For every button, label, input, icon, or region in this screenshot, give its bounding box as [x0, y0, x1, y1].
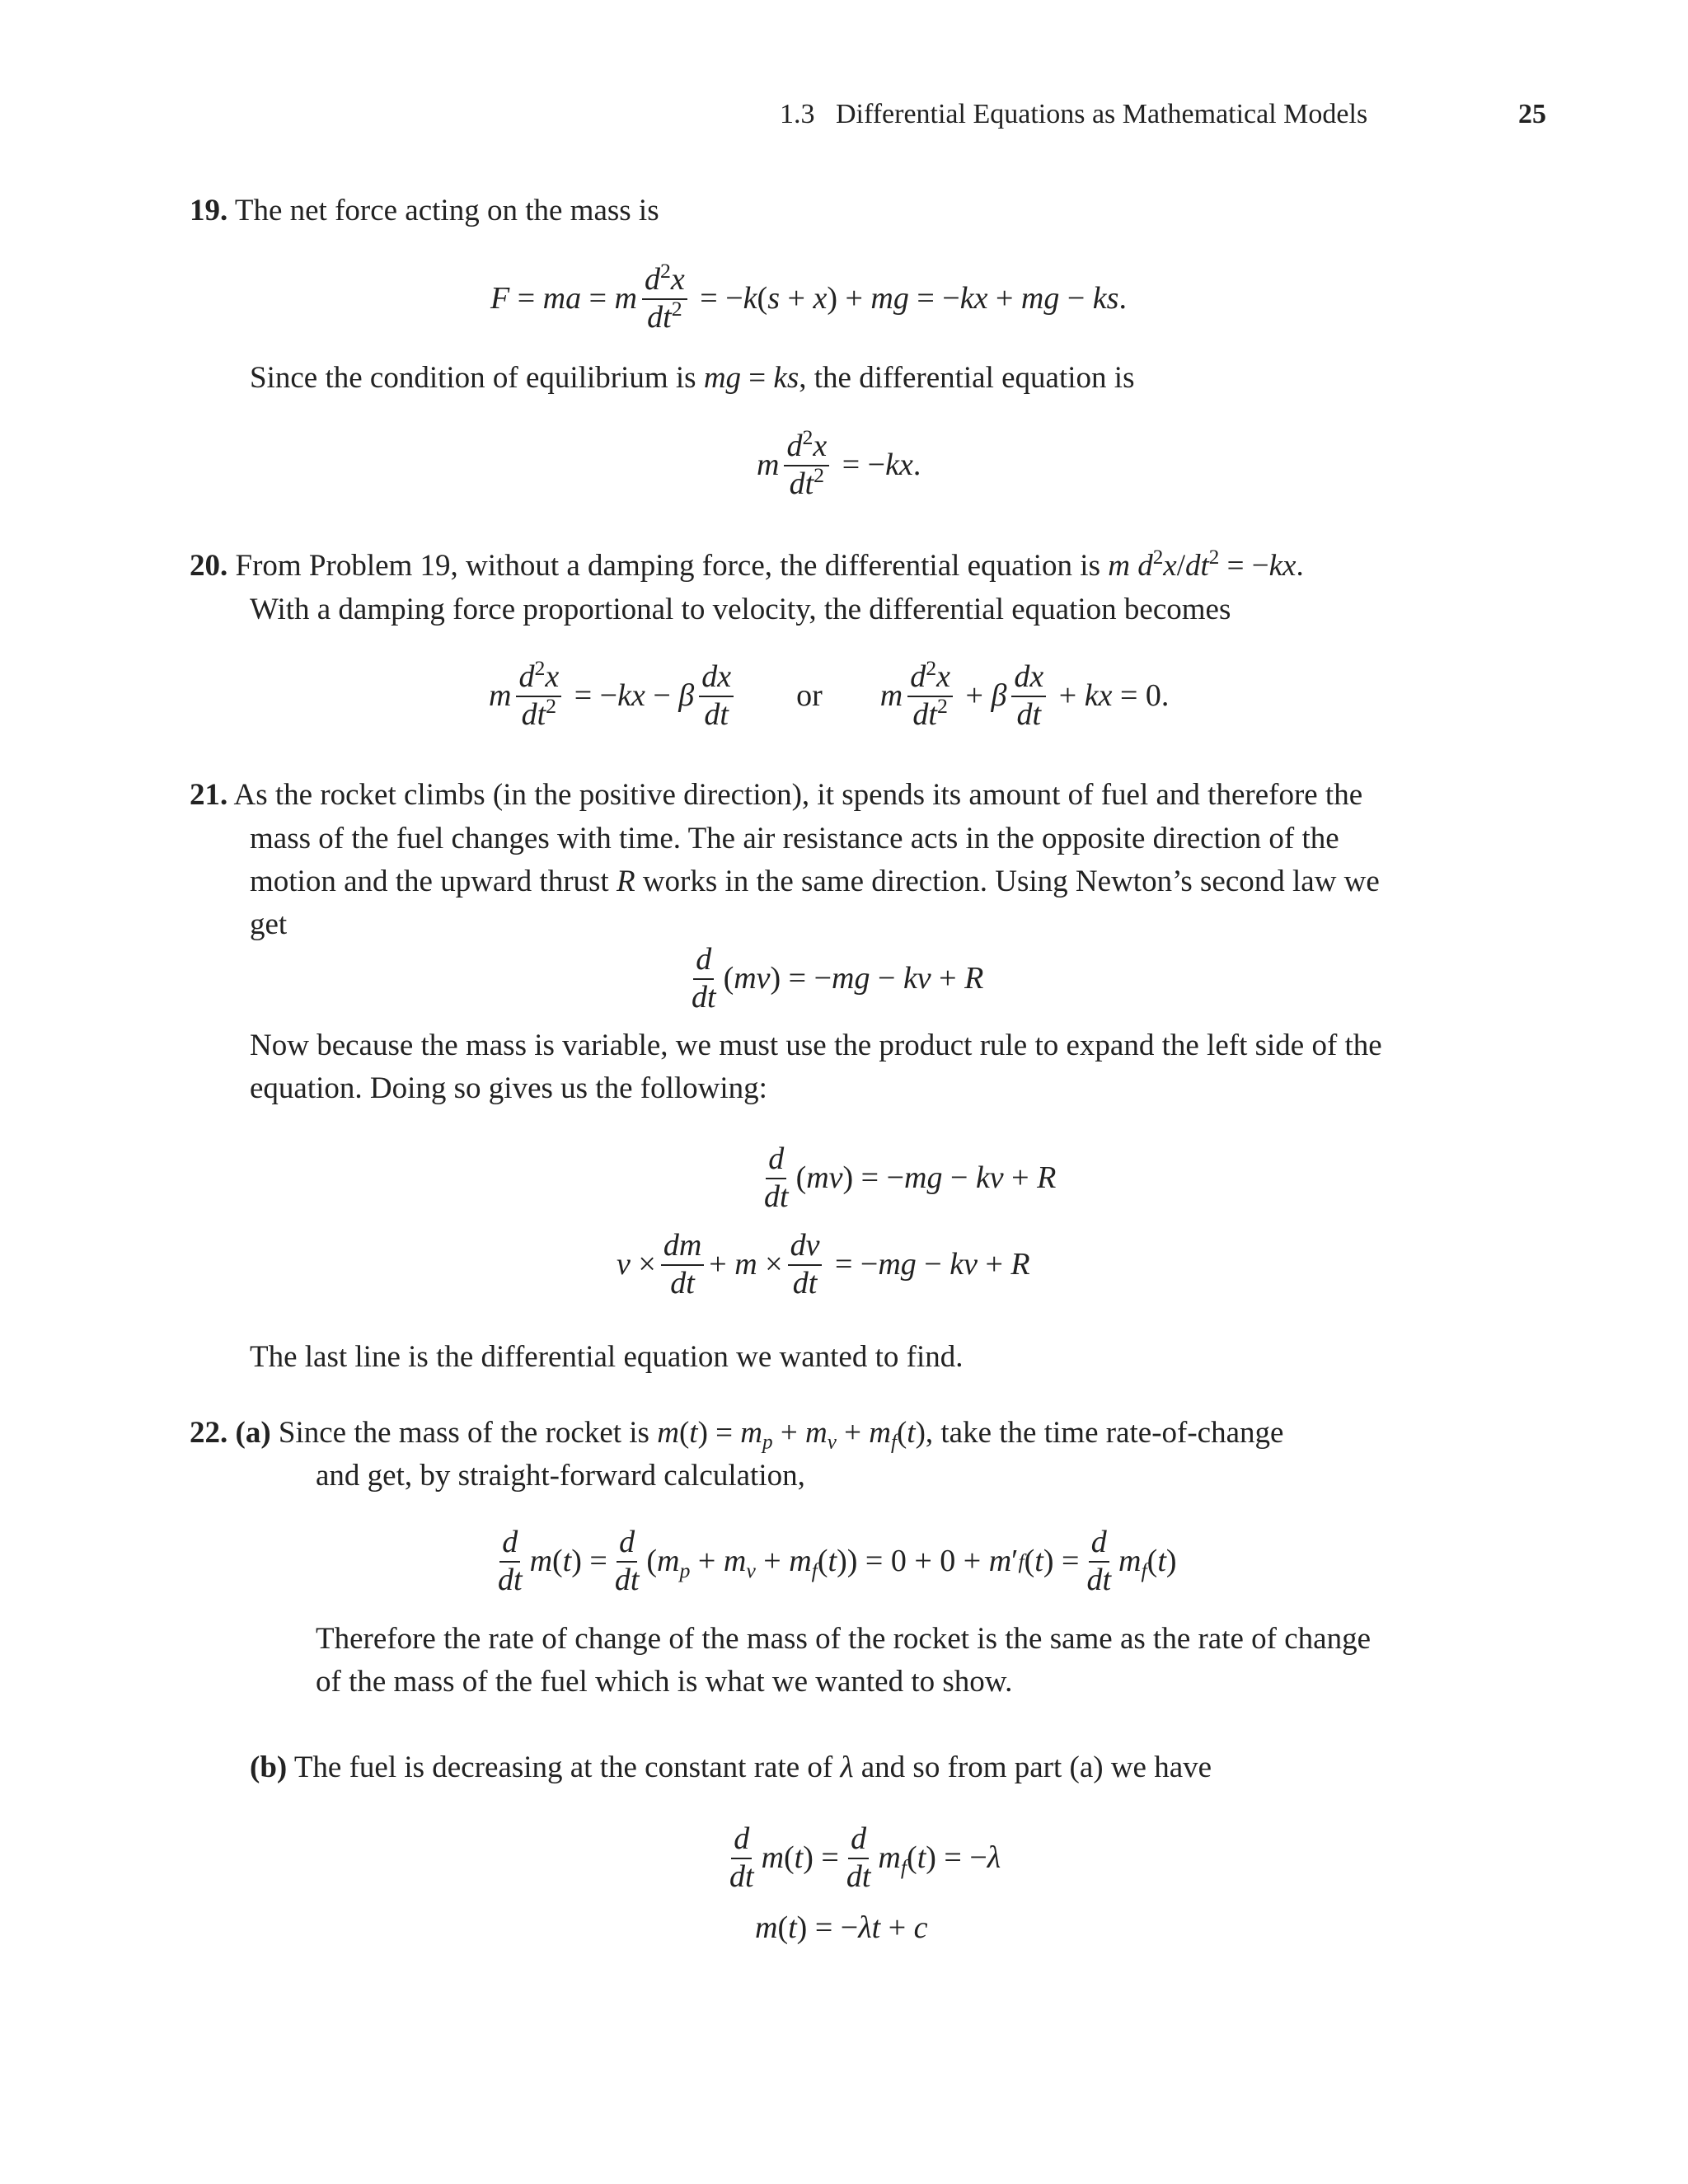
problem-21-line5: Now because the mass is variable, we must use the product rule to expand the left side of the	[250, 1029, 1382, 1062]
problem-number: 19.	[190, 194, 228, 227]
paragraph-text: The fuel is decreasing at the constant rate of	[293, 1750, 841, 1784]
paragraph-text: motion and the upward thrust	[250, 865, 617, 898]
equation-22-a: $\frac{d}{dt}$ m ( t ) = $\frac{d}{dt}$ ( $m_p$ + $m_v$ + $m_f$ ( t )) = 0 + 0 + m ′ f ( t ) = $\frac{d}{dt}$ $m_f$ ( t )	[498, 1525, 1177, 1597]
paragraph-text: and so from part (a) we have	[853, 1750, 1212, 1784]
problem-22-a-line1: 22. (a) Since the mass of the rocket is $m(t) = m_p + m_v + m_f(t)$, take the time rate-of-change	[190, 1416, 1284, 1454]
equation-21-newton: $\frac{d}{dt}$ ( mv ) = − mg − kv + R	[692, 942, 984, 1015]
problem-22-a-line3: Therefore the rate of change of the mass of the rocket is the same as the rate of change	[316, 1622, 1372, 1656]
problem-number: 20.	[190, 549, 228, 583]
problem-number: 22.	[190, 1416, 228, 1450]
problem-20-line2: With a damping force proportional to velocity, the differential equation becomes	[250, 593, 1231, 626]
equation-22-b-2: m ( t ) = − λt + c	[755, 1910, 928, 1945]
section-title: Differential Equations as Mathematical Models	[836, 99, 1368, 129]
equation-19-de: m $\frac{d^2x}{dt^2}$ = − kx .	[757, 424, 921, 501]
problem-22-a-line4: of the mass of the fuel which is what we wanted to show.	[316, 1665, 1013, 1699]
problem-21-line4: get	[250, 907, 288, 941]
paragraph-text: From Problem 19, without a damping force, the differential equation is	[235, 549, 1109, 583]
problem-21-line6: equation. Doing so gives us the following:	[250, 1071, 767, 1105]
paragraph-text: The net force acting on the mass is	[234, 194, 659, 227]
paragraph-text: works in the same direction. Using Newton’s second law we	[635, 865, 1380, 898]
running-header	[780, 99, 1367, 130]
problem-22-a-line2: and get, by straight-forward calculation,	[316, 1459, 805, 1493]
part-label: (b)	[250, 1750, 288, 1784]
problem-21-line2: mass of the fuel changes with time. The air resistance acts in the opposite direction of the	[250, 822, 1339, 855]
equation-21-product-1: $\frac{d}{dt}$ ( mv ) = − mg − kv + R	[764, 1141, 1057, 1214]
paragraph-text: , the differential equation is	[799, 361, 1135, 395]
paragraph-text: Since the mass of the rocket is	[278, 1416, 658, 1450]
paragraph-text: Since the condition of equilibrium is	[250, 361, 704, 395]
equation-21-product-2: v × $\frac{dm}{dt}$ + m × $\frac{dv}{dt}$ = − mg − kv + R	[617, 1228, 1030, 1301]
page-number: 25	[1518, 99, 1546, 129]
section-number: 1.3	[780, 99, 815, 129]
paragraph-text: As the rocket climbs (in the positive direction), it spends its amount of fuel and therefore the	[233, 778, 1363, 812]
problem-20-line1: 20. From Problem 19, without a damping force, the differential equation is m $d^2x/dt^2 = -kx$.	[190, 546, 1304, 583]
equation-22-b-1: $\frac{d}{dt}$ m ( t ) = $\frac{d}{dt}$ $m_f$ ( t ) = − λ	[729, 1821, 1001, 1894]
or-word: or	[796, 677, 823, 713]
part-label: (a)	[235, 1416, 271, 1450]
problem-19-text: Since the condition of equilibrium is mg = ks, the differential equation is	[250, 361, 1135, 395]
equation-19-force: F = ma = m $\frac{d^2x}{dt^2}$ = − k ( s + x ) + mg = − kx + mg − ks .	[490, 258, 1127, 335]
paragraph-text: , take the time rate-of-change	[925, 1416, 1284, 1450]
problem-number: 21.	[190, 778, 228, 812]
equation-20-damped: m $\frac{d^2x}{dt^2}$ = − kx − β $\frac{dx}{dt}$ or m $\frac{d^2x}{dt^2}$ + β $\frac{dx}{dt}$ + kx = 0.	[489, 655, 1170, 732]
problem-21-line3: motion and the upward thrust R works in the same direction. Using Newton’s second law we	[250, 865, 1380, 898]
problem-21-line7: The last line is the differential equation we wanted to find.	[250, 1340, 964, 1374]
problem-19-intro	[190, 195, 659, 226]
problem-21-line1	[190, 780, 1362, 810]
problem-22-b-line1: (b) The fuel is decreasing at the constant rate of λ and so from part (a) we have	[250, 1750, 1212, 1784]
